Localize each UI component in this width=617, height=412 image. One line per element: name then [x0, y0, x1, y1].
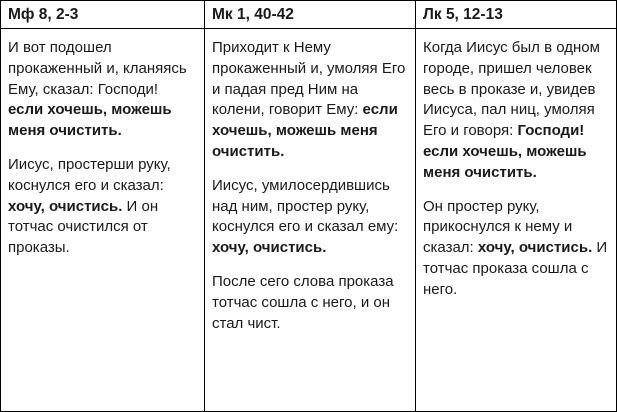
bold-text: Господи! если хочешь, можешь меня очистить.: [423, 122, 587, 181]
bold-text: хочу, очистись.: [477, 239, 593, 257]
bold-text: хочу, очистись.: [8, 197, 123, 215]
text-run: Он простер руку, прикоснулся к нему и сказал:: [423, 197, 573, 257]
paragraph: [212, 272, 407, 334]
paragraph: [8, 155, 196, 259]
column-matthew: [1, 1, 204, 411]
paragraph: [423, 197, 608, 301]
paragraph: [8, 38, 196, 142]
text-run: Иисус, простерши руку, коснулся его и сказал:: [8, 155, 171, 194]
bold-text: хочу, очистись.: [212, 239, 327, 257]
bold-text: если хочешь, можешь меня очистить.: [8, 101, 172, 140]
bold-text: если хочешь, можешь меня очистить.: [212, 101, 398, 160]
column-text: [1, 29, 204, 259]
column-luke: [415, 1, 616, 411]
paragraph: [212, 176, 407, 259]
column-text: [416, 29, 616, 301]
text-run: И он тотчас очистился от проказы.: [8, 197, 159, 257]
text-run: Иисус, умилосердившись над ним, простер руку, коснулся его и сказал ему:: [212, 176, 399, 236]
text-run: И тотчас проказа сошла с него.: [423, 239, 608, 298]
column-mark: [204, 1, 415, 411]
column-header: Мк 1, 40-42: [205, 1, 415, 29]
column-header: Лк 5, 12-13: [416, 1, 616, 29]
column-text: [205, 29, 415, 334]
column-header: Мф 8, 2-3: [1, 1, 204, 29]
text-run: Приходит к Нему прокаженный и, умоляя Его и падая пред Ним на колени, говорит Ему:: [212, 39, 406, 119]
text-run: И вот подошел прокаженный и, кланяясь Ему, сказал: Господи!: [8, 39, 187, 98]
text-run: Когда Иисус был в одном городе, пришел человек весь в проказе и, увидев Иисуса, пал ниц, умоляя Его и говоря:: [423, 39, 600, 140]
paragraph: [423, 38, 608, 184]
paragraph: [212, 38, 407, 163]
text-run: После сего слова проказа тотчас сошла с него, и он стал чист.: [212, 272, 394, 332]
